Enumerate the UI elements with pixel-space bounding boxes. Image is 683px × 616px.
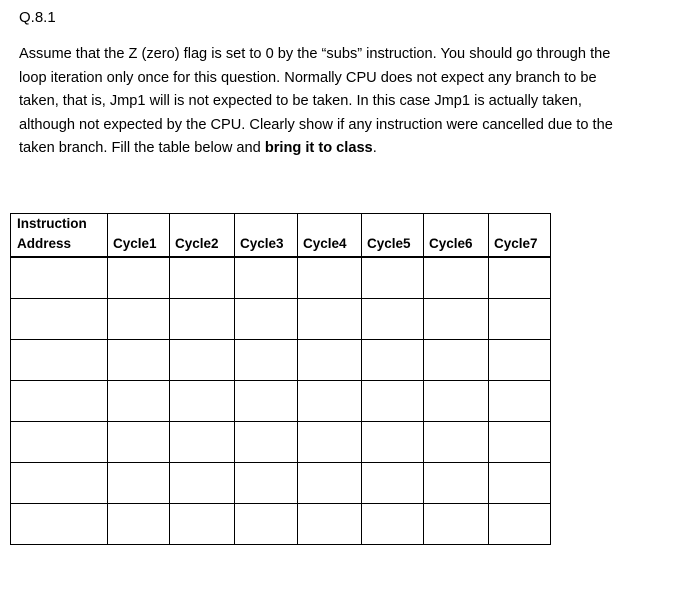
cycle-cell[interactable] xyxy=(362,462,424,503)
bring-to-class-emphasis: bring it to class xyxy=(264,140,373,157)
cycle-cell[interactable] xyxy=(362,421,424,462)
cycle-cell[interactable] xyxy=(170,421,235,462)
cycle-cell[interactable] xyxy=(108,257,170,298)
cycle-cell[interactable] xyxy=(235,257,298,298)
cycle-cell[interactable] xyxy=(489,380,551,421)
cycle-cell[interactable] xyxy=(489,462,551,503)
question-line-prefix: taken branch. Fill the table below and xyxy=(19,140,265,157)
cycle-cell[interactable] xyxy=(170,503,235,544)
cycle-cell[interactable] xyxy=(170,257,235,298)
address-cell[interactable] xyxy=(11,503,108,544)
cycle-cell[interactable] xyxy=(424,257,489,298)
cycle-cell[interactable] xyxy=(362,503,424,544)
cycle-cell[interactable] xyxy=(108,462,170,503)
cycle-cell[interactable] xyxy=(424,462,489,503)
cycle-cell[interactable] xyxy=(362,257,424,298)
cycle-cell[interactable] xyxy=(489,339,551,380)
address-cell[interactable] xyxy=(11,462,108,503)
cycle-cell[interactable] xyxy=(235,462,298,503)
table-row xyxy=(11,257,551,298)
cycle-cell[interactable] xyxy=(362,380,424,421)
cycle-header: Cycle6 xyxy=(424,214,489,258)
cycle-header: Cycle5 xyxy=(362,214,424,258)
table-body xyxy=(11,257,551,544)
address-cell[interactable] xyxy=(11,257,108,298)
cycle-header: Cycle4 xyxy=(298,214,362,258)
cycle-cell[interactable] xyxy=(424,380,489,421)
cycle-cell[interactable] xyxy=(170,380,235,421)
table-row xyxy=(11,380,551,421)
cycle-cell[interactable] xyxy=(298,257,362,298)
cycle-cell[interactable] xyxy=(424,298,489,339)
cycle-cell[interactable] xyxy=(298,380,362,421)
cycle-cell[interactable] xyxy=(298,421,362,462)
table-row xyxy=(11,298,551,339)
cycle-cell[interactable] xyxy=(235,421,298,462)
address-cell[interactable] xyxy=(11,380,108,421)
pipeline-table xyxy=(10,213,551,545)
cycle-cell[interactable] xyxy=(108,339,170,380)
cycle-cell[interactable] xyxy=(362,339,424,380)
cycle-cell[interactable] xyxy=(489,298,551,339)
cycle-cell[interactable] xyxy=(108,380,170,421)
table-row xyxy=(11,462,551,503)
question-line: taken, that is, Jmp1 will is not expected to be taken. In this case Jmp1 is actually taken, xyxy=(19,93,582,110)
cycle-cell[interactable] xyxy=(424,421,489,462)
cycle-cell[interactable] xyxy=(424,503,489,544)
cycle-cell[interactable] xyxy=(235,298,298,339)
cycle-cell[interactable] xyxy=(298,462,362,503)
cycle-cell[interactable] xyxy=(298,339,362,380)
cycle-cell[interactable] xyxy=(235,339,298,380)
cycle-header: Cycle2 xyxy=(170,214,235,258)
cycle-cell[interactable] xyxy=(235,380,298,421)
question-line-suffix: . xyxy=(372,140,377,157)
cycle-cell[interactable] xyxy=(424,339,489,380)
cycle-cell[interactable] xyxy=(108,298,170,339)
question-line: loop iteration only once for this question. Normally CPU does not expect any branch to be xyxy=(19,69,597,86)
address-cell[interactable] xyxy=(11,298,108,339)
address-header-line2: Address xyxy=(17,236,72,251)
cycle-cell[interactable] xyxy=(108,503,170,544)
address-cell[interactable] xyxy=(11,421,108,462)
cycle-cell[interactable] xyxy=(489,421,551,462)
address-header-line1: Instruction xyxy=(17,216,87,231)
cycle-header: Cycle1 xyxy=(108,214,170,258)
question-line: although not expected by the CPU. Clearly show if any instruction were cancelled due to the xyxy=(19,116,613,133)
question-number: Q.8.1 xyxy=(19,9,56,26)
cycle-cell[interactable] xyxy=(170,339,235,380)
cycle-cell[interactable] xyxy=(108,421,170,462)
table-row xyxy=(11,421,551,462)
table-row xyxy=(11,339,551,380)
cycle-cell[interactable] xyxy=(489,257,551,298)
cycle-header: Cycle7 xyxy=(489,214,551,258)
table-row xyxy=(11,503,551,544)
question-text xyxy=(19,43,669,161)
table-header-row xyxy=(11,214,551,258)
cycle-cell[interactable] xyxy=(298,298,362,339)
question-line: Assume that the Z (zero) flag is set to 0 by the “subs” instruction. You should go through the xyxy=(19,46,611,62)
instruction-address-header xyxy=(11,214,108,258)
address-cell[interactable] xyxy=(11,339,108,380)
question-line-last xyxy=(19,137,669,161)
cycle-cell[interactable] xyxy=(235,503,298,544)
cycle-header: Cycle3 xyxy=(235,214,298,258)
cycle-cell[interactable] xyxy=(489,503,551,544)
cycle-cell[interactable] xyxy=(298,503,362,544)
cycle-cell[interactable] xyxy=(170,462,235,503)
cycle-cell[interactable] xyxy=(170,298,235,339)
cycle-cell[interactable] xyxy=(362,298,424,339)
